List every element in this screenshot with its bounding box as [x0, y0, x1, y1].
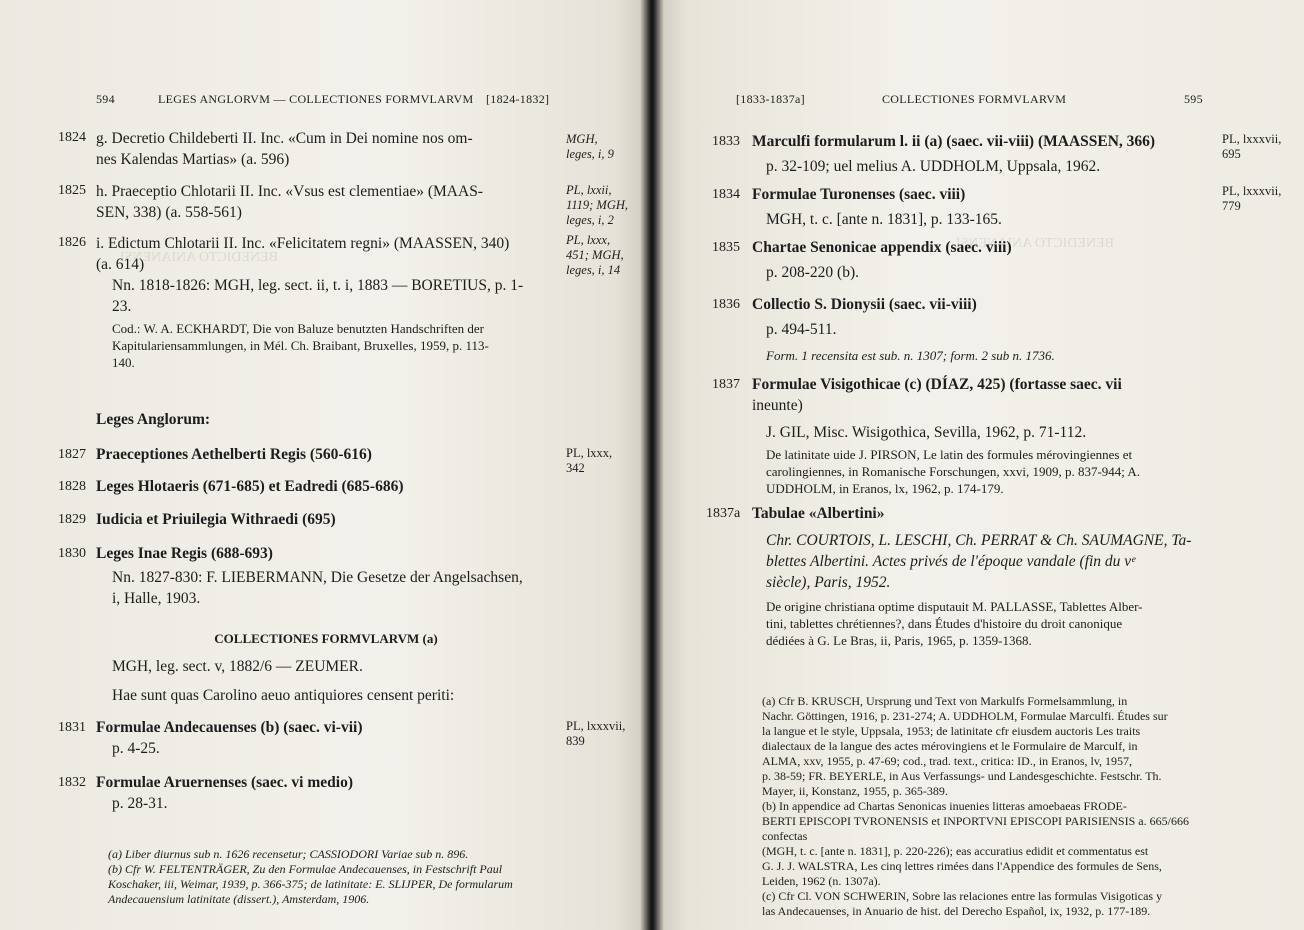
entry-line: nes Kalendas Martias» (a. 596)	[96, 151, 290, 168]
footnote-line: la langue et le style, Uppsala, 1953; de latinitate cfr eiusdem auctoris Les traits	[762, 724, 1141, 738]
footnote-line: Mayer, ii, Konstanz, 1955, p. 365-389.	[762, 784, 948, 798]
entry-number: 1835	[712, 240, 740, 255]
footnotes	[762, 694, 1232, 919]
entry-line: siècle), Paris, 1952.	[766, 574, 891, 591]
entry-line: Chartae Senonicae appendix (saec. viii)	[752, 239, 1012, 256]
footnote-line: (a) Cfr B. KRUSCH, Ursprung und Text von Markulfs Formelsammlung, in	[762, 694, 1128, 708]
entry-line: p. 32-109; uel melius A. UDDHOLM, Uppsala, 1962.	[766, 158, 1101, 175]
collectiones-heading: COLLECTIONES FORMVLARVM (a)	[214, 631, 438, 646]
margin-ref: MGH, leges, i, 9	[566, 132, 614, 161]
entry-text	[96, 128, 556, 170]
nn-line: Nn. 1827-830: F. LIEBERMANN, Die Gesetze der Angelsachsen,	[112, 569, 523, 586]
entry-text	[766, 530, 1246, 593]
latinitate-note	[766, 446, 1226, 497]
footnote-line: ALMA, xxv, 1955, p. 47-69; cod., trad. text., critica: ID., in Eranos, lv, 1957,	[762, 754, 1133, 768]
nn-line: 23.	[112, 298, 132, 315]
entry-line: Chr. COURTOIS, L. LESCHI, Ch. PERRAT & Ch. SAUMAGNE, Ta-	[766, 532, 1192, 549]
codex-line: Cod.: W. A. ECKHARDT, Die von Baluze benutzten Handschriften der	[112, 321, 484, 336]
footnote-line: G. J. J. WALSTRA, Les cinq lettres rimées dans l'Appendice des formules de Sens,	[762, 859, 1162, 873]
footnote-line: Andecauensium latinitate (dissert.), Amsterdam, 1906.	[108, 892, 370, 906]
bleed-through-text: BENEDICTO ANIANENSI	[120, 250, 279, 265]
mgh-line: MGH, leg. sect. v, 1882/6 — ZEUMER.	[112, 658, 363, 675]
entry-line: SEN, 338) (a. 558-561)	[96, 204, 242, 221]
codex-line: Kapitulariensammlungen, in Mél. Ch. Braibant, Bruxelles, 1959, p. 113-	[112, 338, 489, 353]
entry-text	[752, 237, 1212, 283]
right-range: [1833-1837a]	[736, 92, 805, 106]
entry-number: 1828	[58, 479, 86, 494]
footnote-line: (c) Cfr Cl. VON SCHWERIN, Sobre las relaciones entre las formulas Visigoticas y	[762, 889, 1163, 903]
entry-line: (a. 614)	[96, 256, 145, 273]
margin-ref: PL, lxxxvii, 695	[1222, 132, 1282, 161]
entry-line: p. 208-220 (b).	[766, 264, 859, 281]
form-note: Form. 1 recensita est sub. n. 1307; form. 2 sub n. 1736.	[766, 348, 1055, 363]
entry-number: 1825	[58, 183, 86, 198]
footnotes	[108, 847, 568, 907]
nn-line: Nn. 1818-1826: MGH, leg. sect. ii, t. i, 1883 — BORETIUS, p. 1-	[112, 277, 524, 294]
entry-line: Formulae Aruernenses (saec. vi medio)	[96, 774, 353, 791]
margin-ref: PL, lxxxvii, 839	[566, 719, 626, 748]
right-page	[656, 0, 1304, 930]
footnote-line: (a) Liber diurnus sub n. 1626 recensetur; CASSIODORI Variae sub n. 896.	[108, 847, 469, 861]
section-title: Leges Anglorum:	[96, 411, 211, 428]
entry-number: 1826	[58, 235, 86, 250]
entry-text	[96, 772, 556, 814]
entry-number: 1832	[58, 775, 86, 790]
right-page-number: 595	[1184, 92, 1203, 106]
origine-note	[766, 598, 1226, 649]
entry-line: blettes Albertini. Actes privés de l'époque vandale (fin du vᵉ	[766, 553, 1136, 570]
codex-note	[112, 320, 562, 371]
entry-text	[752, 184, 1212, 230]
entry-line: J. GIL, Misc. Wisigothica, Sevilla, 1962, p. 71-112.	[766, 424, 1087, 441]
entry-number: 1824	[58, 130, 86, 145]
bleed-through-text: BENEDICTO ANIANENSI	[956, 236, 1115, 251]
entry-number: 1837	[712, 377, 740, 392]
entry-line: g. Decretio Childeberti II. Inc. «Cum in Dei nomine nos om-	[96, 130, 473, 147]
footnote-line: (b) Cfr W. FELTENTRÄGER, Zu den Formulae Andecauenses, in Festschrift Paul	[108, 862, 503, 876]
note-line: De latinitate uide J. PIRSON, Le latin des formules mérovingiennes et	[766, 447, 1133, 462]
margin-ref: PL, lxxx, 451; MGH, leges, i, 14	[566, 233, 624, 277]
right-running-head: COLLECTIONES FORMVLARVM	[882, 92, 1067, 106]
entry-line: h. Praeceptio Chlotarii II. Inc. «Vsus est clementiae» (MAAS-	[96, 183, 483, 200]
note-line: De origine christiana optime disputauit M. PALLASSE, Tablettes Alber-	[766, 599, 1143, 614]
footnote-line: (MGH, t. c. [ante n. 1831], p. 220-226); eas accuratius edidit et commentatus est	[762, 844, 1149, 858]
entry-title: Tabulae «Albertini»	[752, 505, 885, 522]
entry-number: 1836	[712, 297, 740, 312]
entry-line: i. Edictum Chlotarii II. Inc. «Felicitatem regni» (MAASSEN, 340)	[96, 235, 510, 252]
entry-line: Formulae Turonenses (saec. viii)	[752, 186, 966, 203]
entry-text	[752, 294, 1212, 340]
footnote-line: Nachr. Göttingen, 1916, p. 231-274; A. UDDHOLM, Formulae Marculfi. Études sur	[762, 709, 1168, 723]
entry-line: p. 4-25.	[112, 740, 160, 757]
entry-line: ineunte)	[752, 397, 803, 414]
footnote-line: dialectaux de la langue des actes mérovingiens et le Formulaire de Marculf, in	[762, 739, 1138, 753]
footnote-line: Koschaker, iii, Weimar, 1939, p. 366-375; de latinitate: E. SLIJPER, De formularum	[108, 877, 513, 891]
left-page	[0, 0, 648, 930]
note-line: carolingiennes, in Romanische Forschungen, xxvi, 1909, p. 837-944; A.	[766, 464, 1141, 479]
footnote-line: BERTI EPISCOPI TVRONENSIS et INPORTVNI EPISCOPI PARISIENSIS a. 665/666 confectas	[762, 814, 1189, 843]
left-range: [1824-1832]	[486, 92, 550, 106]
entry-text	[96, 181, 556, 223]
left-running-head: LEGES ANGLORVM — COLLECTIONES FORMVLARVM	[158, 92, 474, 106]
entry-number: 1827	[58, 447, 86, 462]
footnote-line: Leiden, 1962 (n. 1307a).	[762, 874, 881, 888]
entry-number: 1834	[712, 187, 740, 202]
note-line: UDDHOLM, in Eranos, lx, 1962, p. 174-179.	[766, 481, 1004, 496]
left-page-number: 594	[96, 92, 115, 106]
entry-text: Leges Hlotaeris (671-685) et Eadredi (685-686)	[96, 478, 404, 495]
entry-number: 1833	[712, 134, 740, 149]
entry-number: 1837a	[706, 506, 741, 521]
entry-text	[96, 233, 556, 275]
entry-number: 1831	[58, 720, 86, 735]
entry-number: 1829	[58, 512, 86, 527]
nn-note	[112, 275, 562, 317]
nn-line: i, Halle, 1903.	[112, 590, 201, 607]
margin-ref: PL, lxxii, 1119; MGH, leges, i, 2	[566, 183, 629, 227]
entry-line: Formulae Andecauenses (b) (saec. vi-vii)	[96, 719, 363, 736]
book-gutter	[640, 0, 664, 930]
footnote-line: (b) In appendice ad Chartas Senonicas inuenies litteras amoebaeas FRODE-	[762, 799, 1127, 813]
note-line: tini, tablettes chrétiennes?, dans Études d'histoire du droit canonique	[766, 616, 1123, 631]
footnote-line: p. 38-59; FR. BEYERLE, in Aus Verfassungs- und Landesgeschichte. Festschr. Th.	[762, 769, 1162, 783]
entry-text: Praeceptiones Aethelberti Regis (560-616)	[96, 446, 372, 463]
footnote-line: las Andecauenses, in Anuario de hist. del Derecho Español, ix, 1932, p. 177-189.	[762, 904, 1151, 918]
entry-text	[752, 131, 1212, 177]
entry-text	[752, 374, 1222, 443]
entry-line: Marculfi formularum l. ii (a) (saec. vii-viii) (MAASSEN, 366)	[752, 133, 1156, 150]
margin-ref: PL, lxxx, 342	[566, 446, 613, 475]
entry-text: Leges Inae Regis (688-693)	[96, 545, 273, 562]
entry-line: Formulae Visigothicae (c) (DÍAZ, 425) (fortasse saec. vii	[752, 376, 1122, 393]
entry-text: Iudicia et Priuilegia Withraedi (695)	[96, 511, 336, 528]
entry-line: p. 28-31.	[112, 795, 168, 812]
note-line: dédiées à G. Le Bras, ii, Paris, 1965, p. 1359-1368.	[766, 633, 1032, 648]
hae-line: Hae sunt quas Carolino aeuo antiquiores censent periti:	[112, 687, 455, 704]
entry-text	[96, 717, 556, 759]
nn-note	[112, 567, 562, 609]
entry-line: p. 494-511.	[766, 321, 837, 338]
margin-ref: PL, lxxxvii, 779	[1222, 184, 1282, 213]
entry-line: MGH, t. c. [ante n. 1831], p. 133-165.	[766, 211, 1002, 228]
codex-line: 140.	[112, 355, 135, 370]
entry-line: Collectio S. Dionysii (saec. vii-viii)	[752, 296, 977, 313]
entry-number: 1830	[58, 546, 86, 561]
